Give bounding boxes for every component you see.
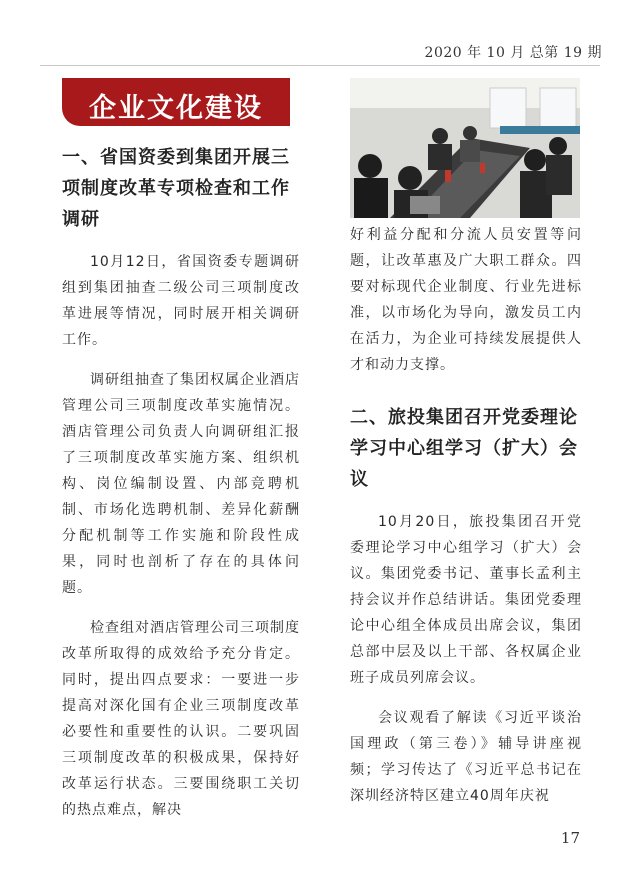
section1-paragraph: 检查组对酒店管理公司三项制度改革所取得的成效给予充分肯定。同时，提出四点要求：一要进一步提高对深化国有企业三项制度改革必要性和重要性的认识。二要巩固三项制度改革的积极成果，保持好改革运行状态。三要围绕职工关切的热点难点，解决 <box>62 620 300 818</box>
header-rule <box>40 65 600 66</box>
meeting-photo <box>350 78 580 218</box>
section1-continuation: 好利益分配和分流人员安置等问题，让改革惠及广大职工群众。四要对标现代企业制度、行业先进标准，以市场化为导向，激发员工内在活力，为企业可持续发展提供人才和动力支撑。 <box>350 227 582 373</box>
section1-paragraph: 10月12日，省国资委专题调研组到集团抽查二级公司三项制度改革进展等情况，同时展开相关调研工作。 <box>62 254 300 348</box>
left-column <box>62 142 300 837</box>
section-banner <box>62 78 290 126</box>
section2-paragraph: 会议观看了解读《习近平谈治国理政（第三卷）》辅导讲座视频；学习传达了《习近平总书记在深圳经济特区建立40周年庆祝 <box>350 710 582 804</box>
page-number: 17 <box>560 829 580 847</box>
right-column <box>350 222 582 823</box>
section1-heading: 一、省国资委到集团开展三项制度改革专项检查和工作调研 <box>62 147 290 230</box>
issue-label: 2020 年 10 月 总第 19 期 <box>424 45 602 61</box>
banner-title: 企业文化建设 <box>89 93 263 124</box>
section1-paragraph: 调研组抽查了集团权属企业酒店管理公司三项制度改革实施情况。酒店管理公司负责人向调研组汇报了三项制度改革实施方案、组织机构、岗位编制设置、内部竞聘机制、市场化选聘机制、差异化薪酬分配机制等工作实施和阶段性成果，同时也剖析了存在的具体问题。 <box>62 372 300 596</box>
meeting-room-illustration <box>350 78 580 218</box>
section2-heading: 二、旅投集团召开党委理论学习中心组学习（扩大）会议 <box>350 407 578 490</box>
section2-paragraph: 10月20日，旅投集团召开党委理论学习中心组学习（扩大）会议。集团党委书记、董事长孟利主持会议并作总结讲话。集团党委理论中心组全体成员出席会议，集团总部中层及以上干部、各权属企业班子成员列席会议。 <box>350 514 582 686</box>
